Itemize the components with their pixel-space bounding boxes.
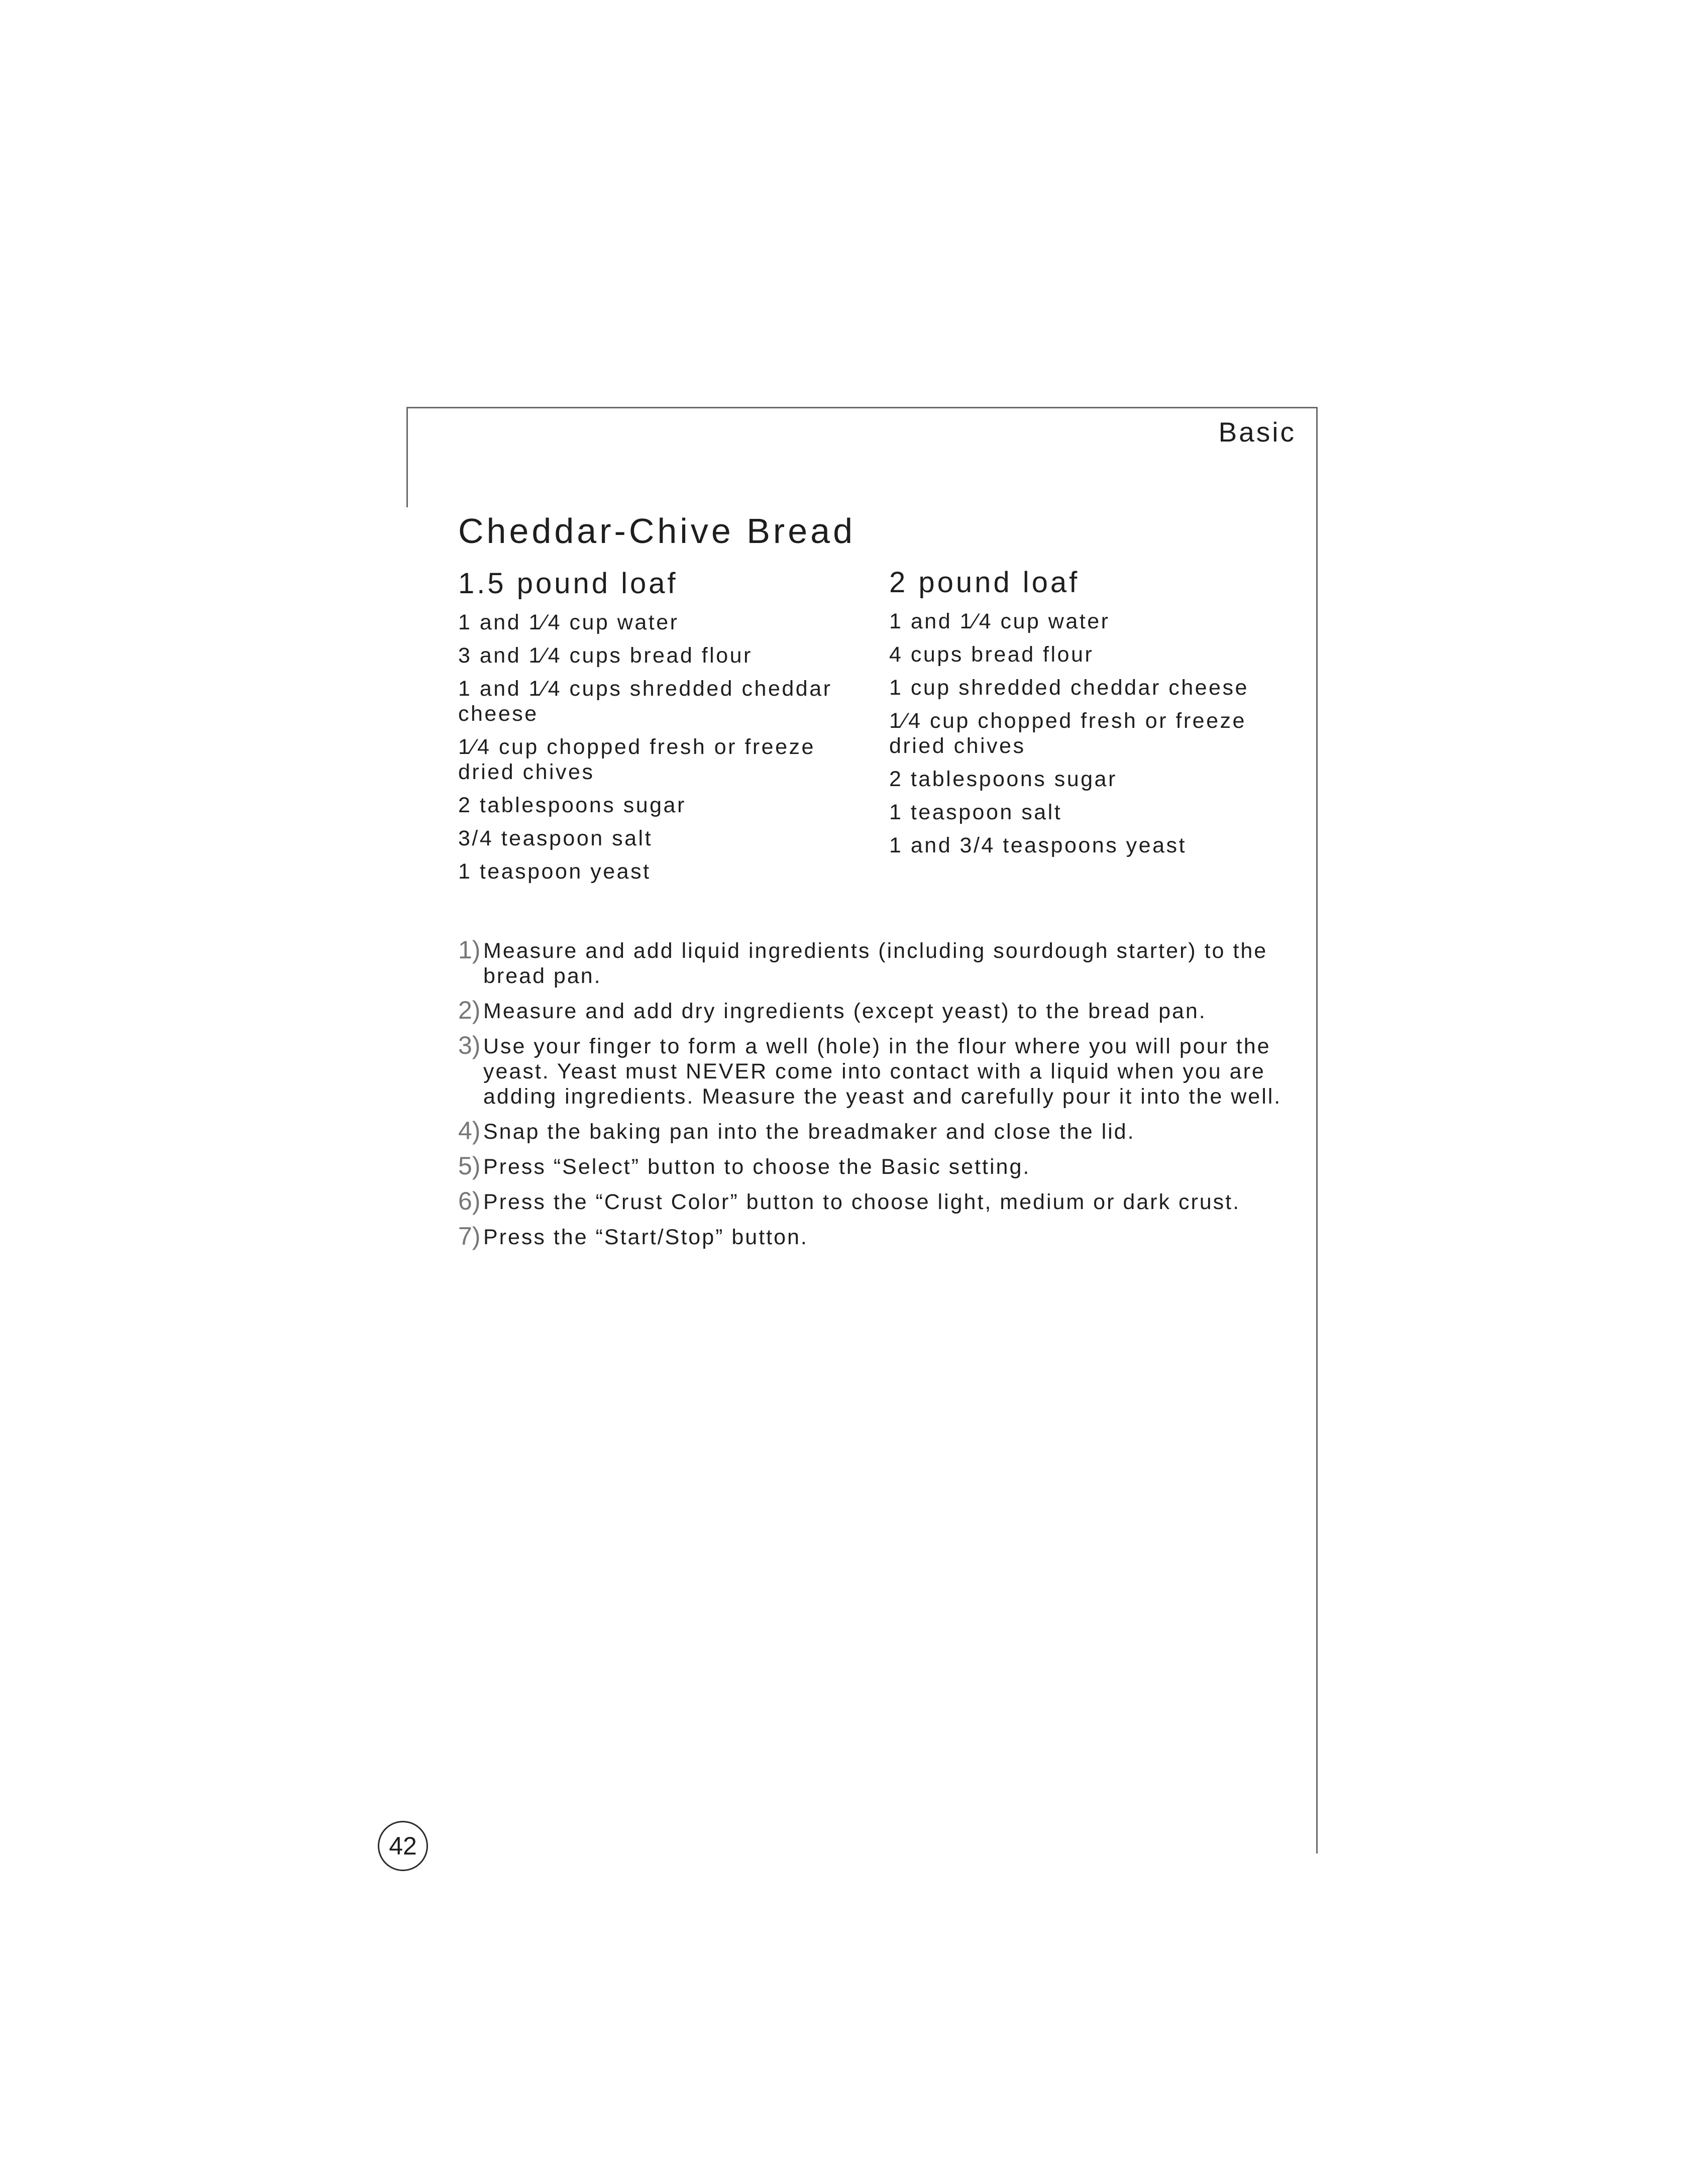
ingredient-item: 1⁄4 cup chopped fresh or freeze dried chives bbox=[458, 735, 815, 784]
ingredient-item: 2 tablespoons sugar bbox=[889, 767, 1117, 791]
page-number: 42 bbox=[389, 1832, 417, 1860]
step-item bbox=[458, 1119, 1282, 1144]
step-text: Measure and add dry ingredients (except yeast) to the bread pan. bbox=[483, 999, 1207, 1023]
step-number: 2) bbox=[458, 996, 481, 1024]
ingredient-item: 1 teaspoon yeast bbox=[458, 859, 651, 884]
large-loaf-column bbox=[889, 566, 1281, 866]
small-loaf-ingredients bbox=[458, 610, 850, 884]
ingredient-item: 3/4 teaspoon salt bbox=[458, 826, 653, 850]
ingredient-item: 4 cups bread flour bbox=[889, 642, 1094, 667]
step-item bbox=[458, 1189, 1282, 1215]
ingredient-item: 1 and 1⁄4 cup water bbox=[458, 610, 679, 634]
step-number: 3) bbox=[458, 1031, 481, 1059]
ingredient-item: 1 and 1⁄4 cup water bbox=[889, 609, 1110, 633]
step-item bbox=[458, 938, 1282, 989]
step-item bbox=[458, 1031, 1282, 1109]
step-text: Measure and add liquid ingredients (including sourdough starter) to the bread pan. bbox=[483, 939, 1268, 988]
frame-top-rule bbox=[407, 407, 1316, 408]
step-number: 6) bbox=[458, 1187, 481, 1215]
frame-right-rule bbox=[1316, 407, 1318, 1854]
step-number: 5) bbox=[458, 1152, 481, 1180]
ingredient-item: 3 and 1⁄4 cups bread flour bbox=[458, 643, 753, 668]
step-item bbox=[458, 1222, 1282, 1250]
section-label: Basic bbox=[1218, 416, 1296, 448]
small-loaf-column bbox=[458, 567, 850, 892]
step-item bbox=[458, 1154, 1282, 1179]
page-number-badge bbox=[378, 1821, 428, 1871]
ingredient-item: 2 tablespoons sugar bbox=[458, 793, 686, 817]
ingredient-item: 1 and 3/4 teaspoons yeast bbox=[889, 833, 1187, 857]
ingredient-item: 1 teaspoon salt bbox=[889, 800, 1062, 824]
large-loaf-ingredients bbox=[889, 609, 1281, 858]
step-number: 4) bbox=[458, 1117, 481, 1145]
step-text: Use your finger to form a well (hole) in the flour where you will pour the yeast. Yeast must NEVER come into contact with a liquid when you are adding ingredients. Measure the yeast and carefully pour it into the well. bbox=[483, 1034, 1282, 1109]
step-number: 7) bbox=[458, 1222, 481, 1250]
small-loaf-heading: 1.5 pound loaf bbox=[458, 567, 678, 600]
instruction-steps bbox=[458, 938, 1282, 1260]
ingredient-item: 1⁄4 cup chopped fresh or freeze dried chives bbox=[889, 709, 1246, 758]
step-number: 1) bbox=[458, 936, 481, 964]
step-text: Press the “Crust Color” button to choose light, medium or dark crust. bbox=[483, 1190, 1241, 1214]
step-text: Press “Select” button to choose the Basic setting. bbox=[483, 1155, 1031, 1179]
step-item bbox=[458, 996, 1282, 1024]
ingredient-item: 1 cup shredded cheddar cheese bbox=[889, 676, 1249, 700]
large-loaf-heading: 2 pound loaf bbox=[889, 566, 1080, 599]
frame-left-rule bbox=[406, 407, 408, 507]
ingredient-item: 1 and 1⁄4 cups shredded cheddar cheese bbox=[458, 677, 832, 726]
step-text: Snap the baking pan into the breadmaker and close the lid. bbox=[483, 1120, 1135, 1144]
recipe-title: Cheddar-Chive Bread bbox=[458, 511, 856, 551]
step-text: Press the “Start/Stop” button. bbox=[483, 1225, 808, 1249]
